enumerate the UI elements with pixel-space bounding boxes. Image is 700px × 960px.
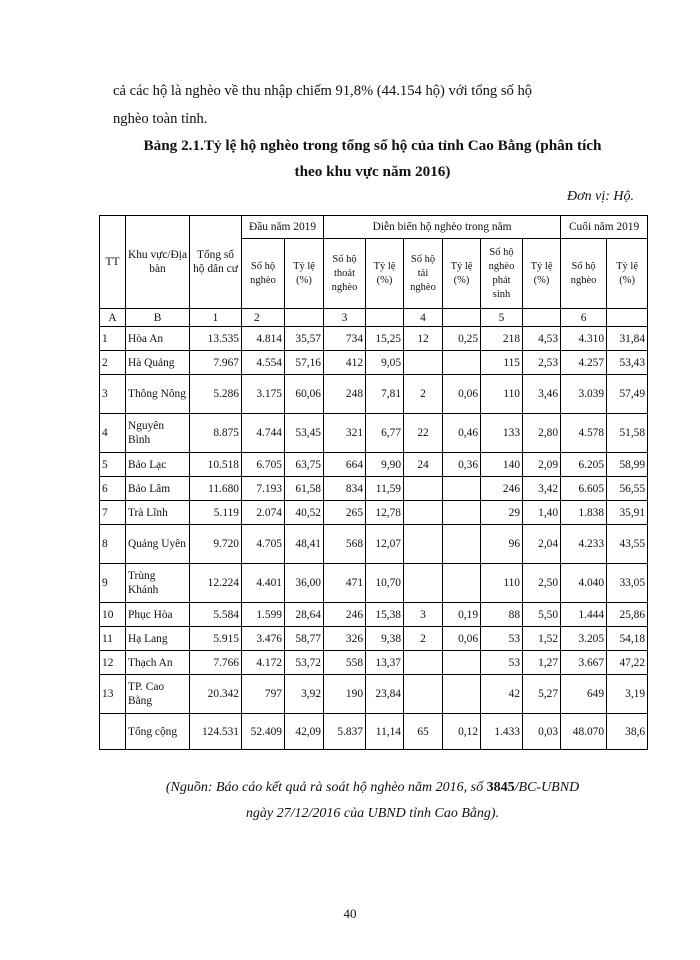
table-cell-fell-back-rate xyxy=(443,525,481,564)
table-cell-end-poor: 4.578 xyxy=(561,414,607,453)
table-cell-new-rate: 2,09 xyxy=(523,453,561,477)
header-start-rate: Tỷ lệ (%) xyxy=(285,239,324,309)
table-cell-total: 9.720 xyxy=(190,525,242,564)
table-cell-total: 13.535 xyxy=(190,327,242,351)
source-line: ngày 27/12/2016 của UBND tỉnh Cao Bằng). xyxy=(245,806,500,821)
header-end-of-year: Cuối năm 2019 xyxy=(561,216,648,239)
index-cell: 3 xyxy=(324,309,366,327)
index-cell: B xyxy=(126,309,190,327)
poverty-rate-table xyxy=(99,215,648,750)
table-cell-total: 10.518 xyxy=(190,453,242,477)
table-cell-fell-back xyxy=(404,501,443,525)
table-cell-end-rate: 53,43 xyxy=(607,351,648,375)
table-cell-escaped-rate: 12,78 xyxy=(366,501,404,525)
total-new-poor: 1.433 xyxy=(481,714,523,750)
total-end-poor: 48.070 xyxy=(561,714,607,750)
total-escaped-rate: 11,14 xyxy=(366,714,404,750)
table-cell-fell-back xyxy=(404,564,443,603)
table-cell-escaped: 321 xyxy=(324,414,366,453)
header-end-poor: Số hộ nghèo xyxy=(561,239,607,309)
table-cell-new-poor: 88 xyxy=(481,603,523,627)
total-new-rate: 0,03 xyxy=(523,714,561,750)
table-cell-tt: 2 xyxy=(100,351,126,375)
table-cell-start-rate: 58,77 xyxy=(285,627,324,651)
table-cell-escaped-rate: 11,59 xyxy=(366,477,404,501)
table-cell-fell-back: 3 xyxy=(404,603,443,627)
table-cell-start-poor: 4.401 xyxy=(242,564,285,603)
header-escaped-rate: Tỷ lệ (%) xyxy=(366,239,404,309)
table-cell-start-rate: 36,00 xyxy=(285,564,324,603)
table-cell-escaped-rate: 23,84 xyxy=(366,675,404,714)
table-cell-total: 20.342 xyxy=(190,675,242,714)
table-cell-fell-back xyxy=(404,477,443,501)
table-cell-tt: 1 xyxy=(100,327,126,351)
table-cell-end-poor: 4.040 xyxy=(561,564,607,603)
table-cell-end-poor: 1.838 xyxy=(561,501,607,525)
table-cell-tt: 11 xyxy=(100,627,126,651)
table-cell-escaped-rate: 13,37 xyxy=(366,651,404,675)
table-cell-start-rate: 40,52 xyxy=(285,501,324,525)
page-number: 40 xyxy=(343,906,357,921)
table-cell-escaped-rate: 9,05 xyxy=(366,351,404,375)
table-cell-new-poor: 42 xyxy=(481,675,523,714)
table-row xyxy=(100,627,648,651)
table-cell-escaped-rate: 9,90 xyxy=(366,453,404,477)
table-cell-fell-back xyxy=(404,351,443,375)
table-cell-new-poor: 218 xyxy=(481,327,523,351)
table-cell-tt: 12 xyxy=(100,651,126,675)
table-cell-escaped-rate: 12,07 xyxy=(366,525,404,564)
table-cell-end-poor: 6.205 xyxy=(561,453,607,477)
header-start-poor: Số hộ nghèo xyxy=(242,239,285,309)
index-cell: 2 xyxy=(242,309,285,327)
table-cell-escaped: 246 xyxy=(324,603,366,627)
table-title-line: theo khu vực năm 2016) xyxy=(294,163,451,180)
table-cell-area: Thông Nông xyxy=(126,375,190,414)
table-title-line: Bảng 2.1.Tỷ lệ hộ nghèo trong tổng số hộ của tỉnh Cao Bằng (phân tích xyxy=(143,137,602,154)
table-cell-end-rate: 51,58 xyxy=(607,414,648,453)
table-cell-total: 8.875 xyxy=(190,414,242,453)
table-cell-fell-back-rate xyxy=(443,351,481,375)
table-cell-new-rate: 2,50 xyxy=(523,564,561,603)
header-end-rate: Tỷ lệ (%) xyxy=(607,239,648,309)
table-cell-tt: 3 xyxy=(100,375,126,414)
table-cell-escaped: 326 xyxy=(324,627,366,651)
table-cell-end-poor: 3.039 xyxy=(561,375,607,414)
table-cell-escaped: 471 xyxy=(324,564,366,603)
table-cell-start-poor: 6.705 xyxy=(242,453,285,477)
table-cell-escaped: 664 xyxy=(324,453,366,477)
table-cell-new-rate: 2,04 xyxy=(523,525,561,564)
table-cell-tt: 5 xyxy=(100,453,126,477)
source-number: 3845 xyxy=(486,780,515,795)
table-cell-new-rate: 1,27 xyxy=(523,651,561,675)
table-cell-total: 7.766 xyxy=(190,651,242,675)
table-cell-start-poor: 3.476 xyxy=(242,627,285,651)
table-row xyxy=(100,501,648,525)
header-start-of-year: Đầu năm 2019 xyxy=(242,216,324,239)
table-cell-escaped: 568 xyxy=(324,525,366,564)
index-cell: A xyxy=(100,309,126,327)
table-cell-new-poor: 29 xyxy=(481,501,523,525)
table-cell-end-poor: 3.205 xyxy=(561,627,607,651)
table-cell-tt: 7 xyxy=(100,501,126,525)
table-cell-fell-back xyxy=(404,675,443,714)
table-cell-start-rate: 60,06 xyxy=(285,375,324,414)
table-row xyxy=(100,603,648,627)
table-cell-fell-back: 2 xyxy=(404,627,443,651)
source-text: /BC-UBND xyxy=(514,780,580,795)
table-cell-area: Hà Quảng xyxy=(126,351,190,375)
table-cell-new-poor: 133 xyxy=(481,414,523,453)
table-cell-escaped: 412 xyxy=(324,351,366,375)
table-cell-new-rate: 3,46 xyxy=(523,375,561,414)
table-cell-escaped-rate: 6,77 xyxy=(366,414,404,453)
table-cell-area: Hòa An xyxy=(126,327,190,351)
table-cell-new-rate: 5,27 xyxy=(523,675,561,714)
table-cell-new-rate: 2,53 xyxy=(523,351,561,375)
table-cell-end-rate: 3,19 xyxy=(607,675,648,714)
table-cell-total: 11.680 xyxy=(190,477,242,501)
table-cell-new-poor: 53 xyxy=(481,651,523,675)
total-escaped: 5.837 xyxy=(324,714,366,750)
table-cell-new-poor: 96 xyxy=(481,525,523,564)
index-cell: 5 xyxy=(481,309,523,327)
table-cell-end-poor: 6.605 xyxy=(561,477,607,501)
table-cell-end-poor: 4.310 xyxy=(561,327,607,351)
table-cell-total: 5.584 xyxy=(190,603,242,627)
table-cell-new-rate: 1,52 xyxy=(523,627,561,651)
intro-line: cả các hộ là nghèo về thu nhập chiếm 91,8% (44.154 hộ) với tổng số hộ xyxy=(113,83,533,99)
table-cell-start-poor: 4.814 xyxy=(242,327,285,351)
table-cell-escaped-rate: 15,25 xyxy=(366,327,404,351)
table-cell-new-rate: 1,40 xyxy=(523,501,561,525)
total-end-rate: 38,6 xyxy=(607,714,648,750)
table-cell-end-rate: 31,84 xyxy=(607,327,648,351)
table-cell-end-rate: 33,05 xyxy=(607,564,648,603)
table-row xyxy=(100,675,648,714)
table-cell-start-rate: 57,16 xyxy=(285,351,324,375)
table-cell-tt: 4 xyxy=(100,414,126,453)
table-cell-tt: 9 xyxy=(100,564,126,603)
table-cell-escaped: 734 xyxy=(324,327,366,351)
table-cell-start-rate: 61,58 xyxy=(285,477,324,501)
table-cell-start-poor: 2.074 xyxy=(242,501,285,525)
header-tt: TT xyxy=(100,216,126,309)
total-households: 124.531 xyxy=(190,714,242,750)
source-text: (Nguồn: Báo cáo kết quả rà soát hộ nghèo năm 2016, số xyxy=(165,780,487,795)
table-row xyxy=(100,375,648,414)
total-fell-back: 65 xyxy=(404,714,443,750)
index-cell: 1 xyxy=(190,309,242,327)
index-cell: 6 xyxy=(561,309,607,327)
table-cell-start-poor: 7.193 xyxy=(242,477,285,501)
intro-line: nghèo toàn tỉnh. xyxy=(113,111,208,127)
table-cell-area: Bảo Lâm xyxy=(126,477,190,501)
header-changes-during-year: Diễn biến hộ nghèo trong năm xyxy=(324,216,561,239)
table-cell-end-rate: 25,86 xyxy=(607,603,648,627)
table-cell-escaped: 190 xyxy=(324,675,366,714)
table-cell-end-poor: 3.667 xyxy=(561,651,607,675)
table-cell-new-poor: 110 xyxy=(481,564,523,603)
table-cell-fell-back xyxy=(404,525,443,564)
table-cell-start-rate: 3,92 xyxy=(285,675,324,714)
header-escaped-poverty: Số hộ thoát nghèo xyxy=(324,239,366,309)
header-new-poor: Số hộ nghèo phát sinh xyxy=(481,239,523,309)
table-cell-end-poor: 649 xyxy=(561,675,607,714)
table-cell-start-poor: 4.744 xyxy=(242,414,285,453)
source-line xyxy=(100,775,645,801)
total-label: Tổng cộng xyxy=(126,714,190,750)
table-cell-escaped: 248 xyxy=(324,375,366,414)
index-cell xyxy=(285,309,324,327)
table-cell-tt: 10 xyxy=(100,603,126,627)
table-row xyxy=(100,327,648,351)
table-cell-fell-back-rate: 0,19 xyxy=(443,603,481,627)
table-cell-escaped-rate: 15,38 xyxy=(366,603,404,627)
table-cell-fell-back-rate: 0,06 xyxy=(443,627,481,651)
table-cell-start-poor: 797 xyxy=(242,675,285,714)
table-cell-start-poor: 4.172 xyxy=(242,651,285,675)
total-start-poor: 52.409 xyxy=(242,714,285,750)
table-cell-escaped: 834 xyxy=(324,477,366,501)
index-cell xyxy=(366,309,404,327)
table-cell-fell-back: 22 xyxy=(404,414,443,453)
table-cell-fell-back-rate xyxy=(443,564,481,603)
table-cell-start-rate: 35,57 xyxy=(285,327,324,351)
table-cell-fell-back-rate xyxy=(443,675,481,714)
table-cell-total: 12.224 xyxy=(190,564,242,603)
table-cell-escaped: 558 xyxy=(324,651,366,675)
table-cell-end-poor: 1.444 xyxy=(561,603,607,627)
header-new-rate: Tỷ lệ (%) xyxy=(523,239,561,309)
table-cell-start-rate: 48,41 xyxy=(285,525,324,564)
table-cell-end-poor: 4.257 xyxy=(561,351,607,375)
table-cell-end-rate: 54,18 xyxy=(607,627,648,651)
table-cell-fell-back-rate xyxy=(443,477,481,501)
column-index-row xyxy=(100,309,648,327)
table-cell-new-rate: 3,42 xyxy=(523,477,561,501)
table-cell-fell-back-rate: 0,46 xyxy=(443,414,481,453)
table-cell-area: Thạch An xyxy=(126,651,190,675)
table-cell-start-rate: 53,72 xyxy=(285,651,324,675)
table-cell-end-poor: 4.233 xyxy=(561,525,607,564)
table-cell-fell-back-rate xyxy=(443,651,481,675)
table-row xyxy=(100,525,648,564)
table-cell-area: Quảng Uyên xyxy=(126,525,190,564)
table-cell-end-rate: 35,91 xyxy=(607,501,648,525)
table-cell-escaped-rate: 10,70 xyxy=(366,564,404,603)
table-cell-end-rate: 43,55 xyxy=(607,525,648,564)
index-cell: 4 xyxy=(404,309,443,327)
table-cell-fell-back-rate xyxy=(443,501,481,525)
table-cell-tt: 8 xyxy=(100,525,126,564)
total-row xyxy=(100,714,648,750)
table-cell-end-rate: 57,49 xyxy=(607,375,648,414)
table-cell-start-poor: 4.554 xyxy=(242,351,285,375)
intro-paragraph xyxy=(113,77,638,133)
table-cell-new-rate: 5,50 xyxy=(523,603,561,627)
table-cell-tt xyxy=(100,714,126,750)
index-cell xyxy=(607,309,648,327)
table-cell-new-poor: 110 xyxy=(481,375,523,414)
table-cell-end-rate: 56,55 xyxy=(607,477,648,501)
table-cell-end-rate: 47,22 xyxy=(607,651,648,675)
table-cell-new-poor: 53 xyxy=(481,627,523,651)
table-cell-fell-back: 12 xyxy=(404,327,443,351)
header-fell-back-rate: Tỷ lệ (%) xyxy=(443,239,481,309)
table-cell-fell-back-rate: 0,25 xyxy=(443,327,481,351)
table-cell-new-rate: 2,80 xyxy=(523,414,561,453)
table-cell-start-poor: 4.705 xyxy=(242,525,285,564)
table-cell-start-rate: 63,75 xyxy=(285,453,324,477)
table-cell-total: 5.119 xyxy=(190,501,242,525)
table-cell-escaped: 265 xyxy=(324,501,366,525)
table-cell-fell-back-rate: 0,06 xyxy=(443,375,481,414)
total-start-rate: 42,09 xyxy=(285,714,324,750)
table-row xyxy=(100,651,648,675)
index-cell xyxy=(443,309,481,327)
table-cell-escaped-rate: 9,38 xyxy=(366,627,404,651)
table-cell-fell-back-rate: 0,36 xyxy=(443,453,481,477)
header-area: Khu vực/Địa bàn xyxy=(126,216,190,309)
table-cell-area: Phục Hòa xyxy=(126,603,190,627)
table-row xyxy=(100,414,648,453)
table-cell-end-rate: 58,99 xyxy=(607,453,648,477)
header-fell-back: Số hộ tái nghèo xyxy=(404,239,443,309)
table-cell-start-poor: 1.599 xyxy=(242,603,285,627)
table-cell-area: Hạ Lang xyxy=(126,627,190,651)
table-cell-new-poor: 246 xyxy=(481,477,523,501)
table-row xyxy=(100,453,648,477)
table-row xyxy=(100,477,648,501)
table-cell-fell-back: 2 xyxy=(404,375,443,414)
table-cell-start-poor: 3.175 xyxy=(242,375,285,414)
table-cell-fell-back xyxy=(404,651,443,675)
table-cell-new-poor: 140 xyxy=(481,453,523,477)
table-cell-total: 5.286 xyxy=(190,375,242,414)
table-cell-area: Nguyên Bình xyxy=(126,414,190,453)
table-row xyxy=(100,351,648,375)
table-cell-tt: 6 xyxy=(100,477,126,501)
table-cell-total: 5.915 xyxy=(190,627,242,651)
header-total-households: Tổng số hộ dân cư xyxy=(190,216,242,309)
table-cell-tt: 13 xyxy=(100,675,126,714)
table-cell-escaped-rate: 7,81 xyxy=(366,375,404,414)
table-cell-new-rate: 4,53 xyxy=(523,327,561,351)
table-cell-area: TP. Cao Bằng xyxy=(126,675,190,714)
table-cell-total: 7.967 xyxy=(190,351,242,375)
table-cell-start-rate: 53,45 xyxy=(285,414,324,453)
source-note xyxy=(100,775,645,827)
table-cell-area: Bảo Lạc xyxy=(126,453,190,477)
table-cell-area: Trùng Khánh xyxy=(126,564,190,603)
table-cell-start-rate: 28,64 xyxy=(285,603,324,627)
table-title xyxy=(100,133,645,185)
total-fell-back-rate: 0,12 xyxy=(443,714,481,750)
table-row xyxy=(100,564,648,603)
unit-note: Đơn vị: Hộ. xyxy=(567,189,634,204)
table-cell-fell-back: 24 xyxy=(404,453,443,477)
table-cell-new-poor: 115 xyxy=(481,351,523,375)
table-cell-area: Trà Lĩnh xyxy=(126,501,190,525)
index-cell xyxy=(523,309,561,327)
